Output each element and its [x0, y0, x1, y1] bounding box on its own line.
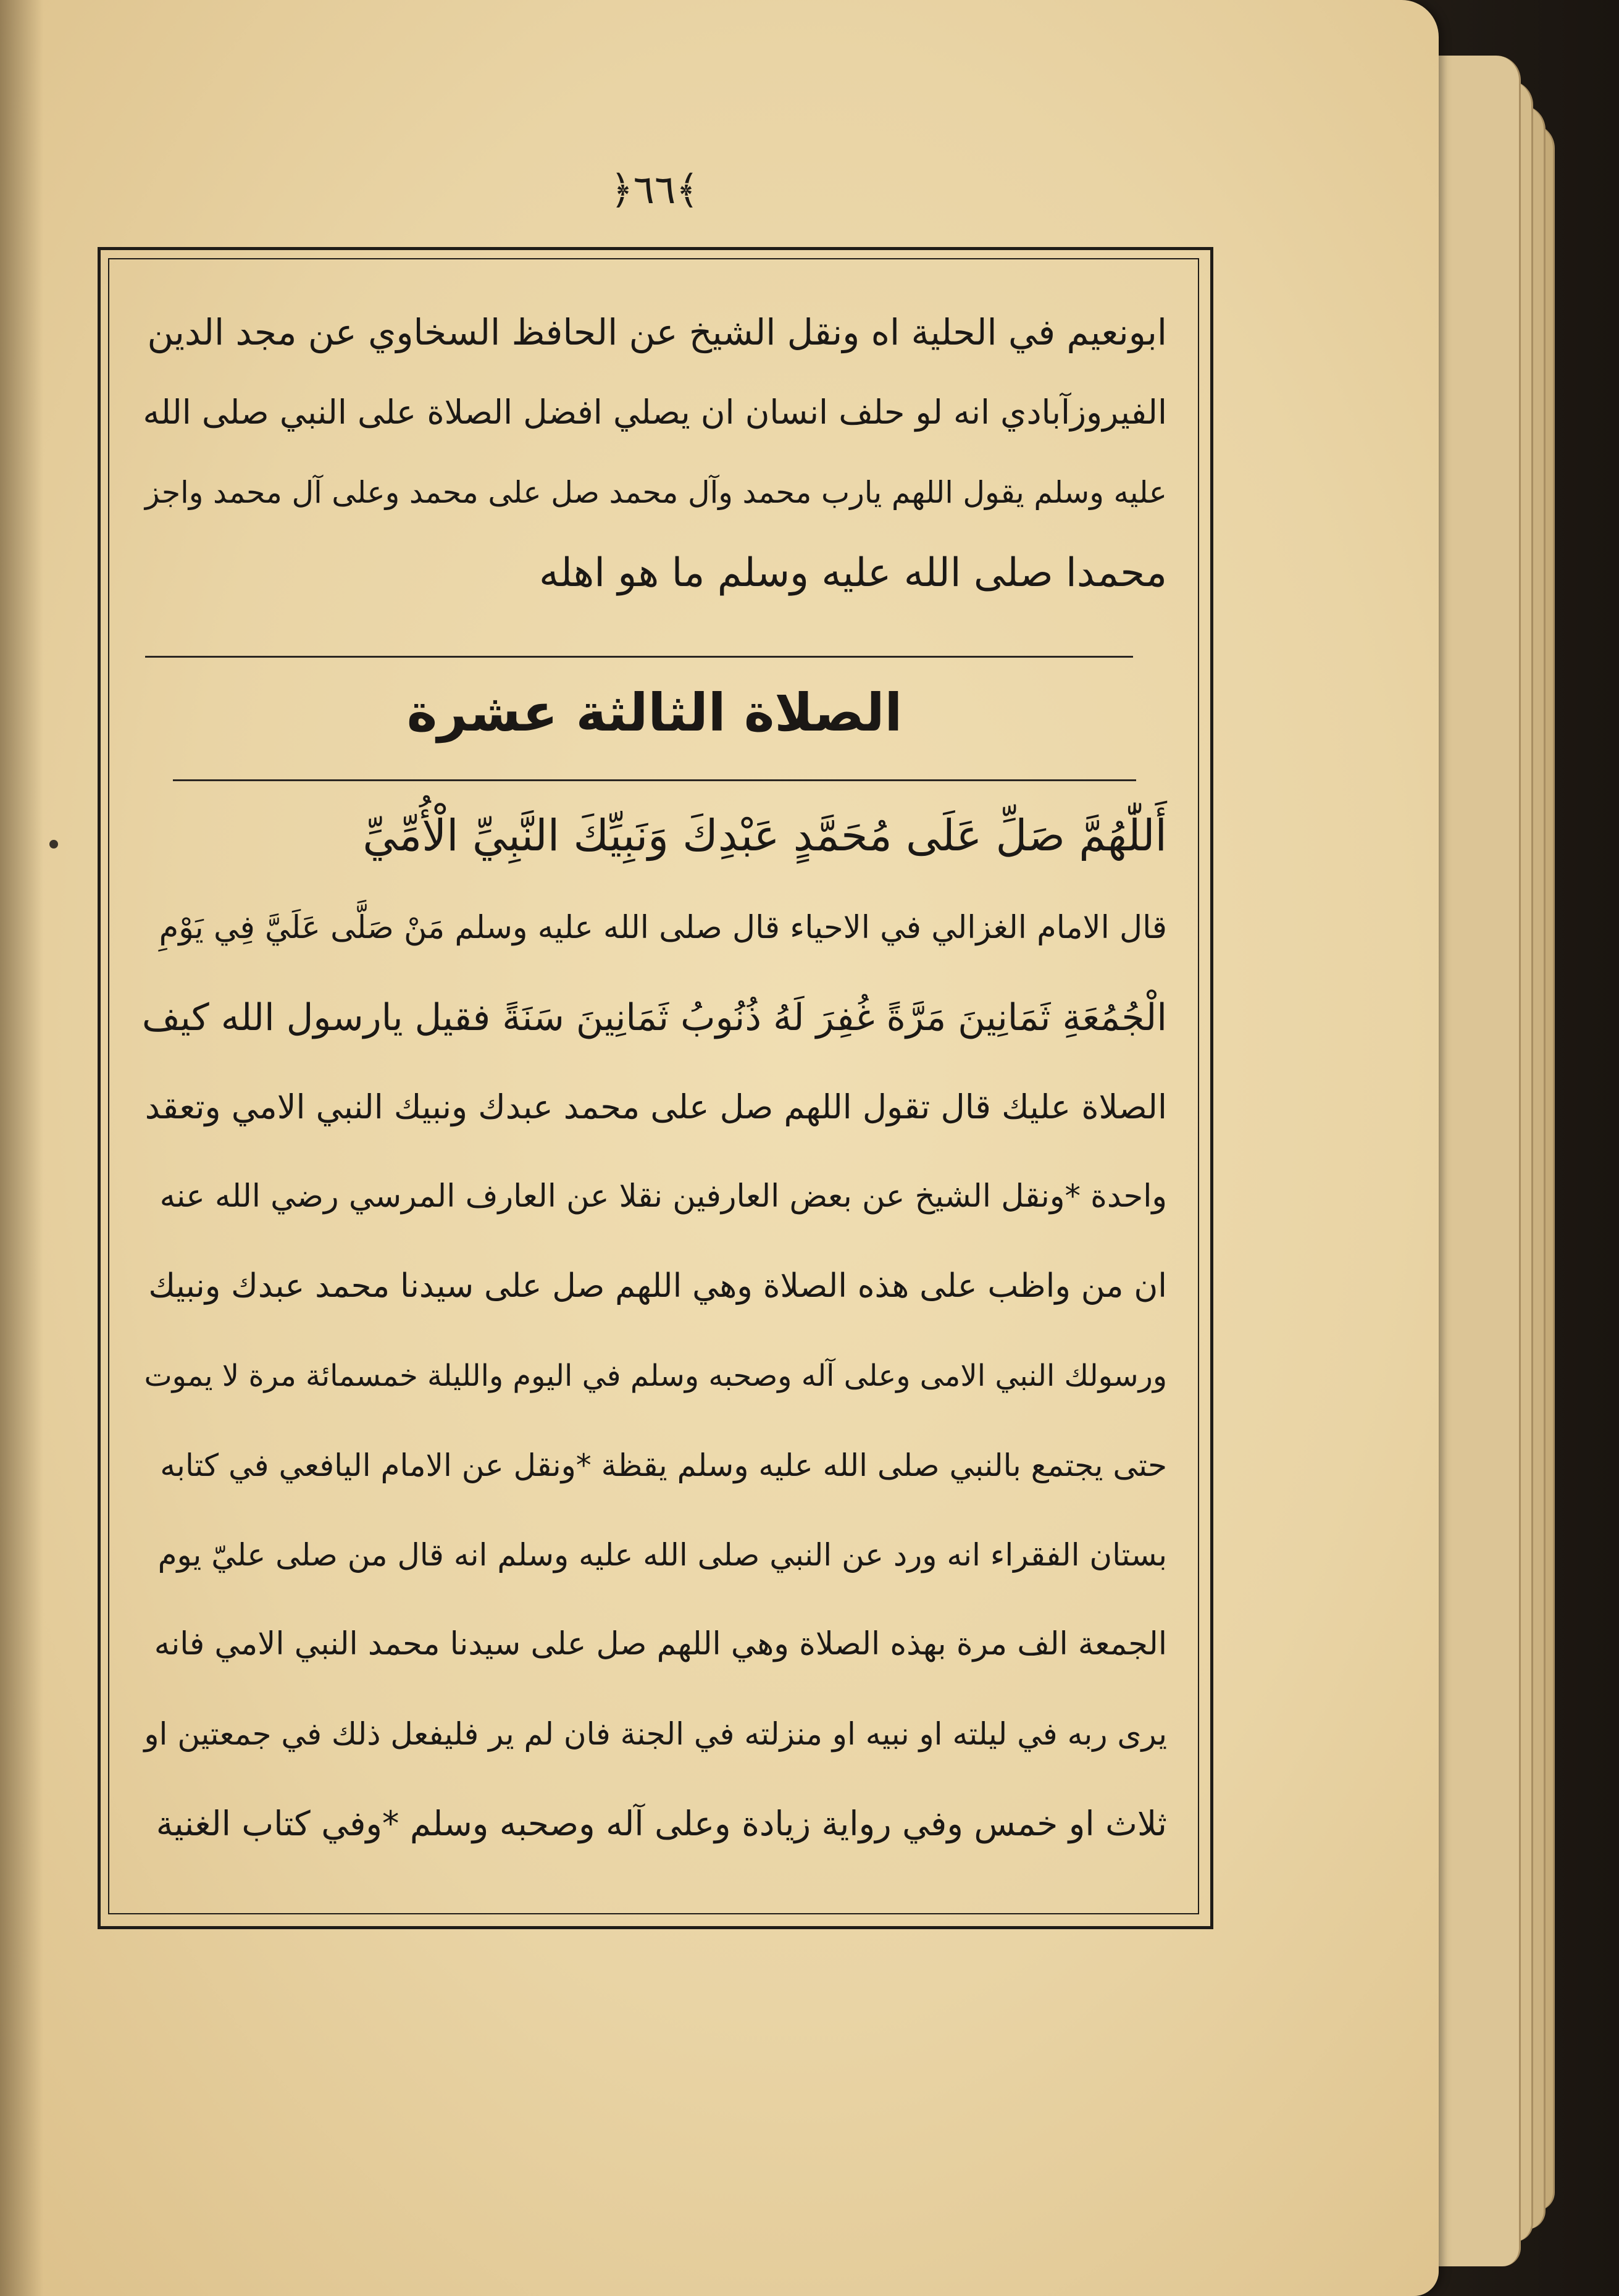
divider-rule [145, 656, 1133, 658]
text-line: الْجُمُعَةِ ثَمَانِينَ مَرَّةً غُفِرَ لَهُ ذُنُوبُ ثَمَانِينَ سَنَةً فقيل يارسول الله كيف [141, 996, 1167, 1039]
text-line: حتى يجتمع بالنبي صلى الله عليه وسلم يقظة *ونقل عن الامام اليافعي في كتابه [160, 1448, 1167, 1483]
section-heading: الصلاة الثالثة عشرة [406, 682, 903, 743]
text-line: ورسولك النبي الامى وعلى آله وصحبه وسلم في اليوم والليلة خمسمائة مرة لا يموت [144, 1359, 1167, 1393]
divider-rule [173, 779, 1136, 781]
text-line: الفيروزآبادي انه لو حلف انسان ان يصلي افضل الصلاة على النبي صلى الله [143, 393, 1167, 432]
text-line: ان من واظب على هذه الصلاة وهي اللهم صل على سيدنا محمد عبدك ونبيك [148, 1267, 1167, 1305]
text-line: بستان الفقراء انه ورد عن النبي صلى الله عليه وسلم انه قال من صلى عليّ يوم [157, 1537, 1167, 1573]
text-line: قال الامام الغزالي في الاحياء قال صلى الله عليه وسلم مَنْ صَلَّى عَلَيَّ فِي يَوْمِ [159, 910, 1167, 946]
text-line: عليه وسلم يقول اللهم يارب محمد وآل محمد صل على محمد وعلى آل محمد واجز [144, 475, 1167, 510]
text-line: يرى ربه في ليلته او نبيه او منزلته في الجنة فان لم ير فليفعل ذلك في جمعتين او [144, 1716, 1167, 1752]
text-line: ثلاث او خمس وفي رواية زيادة وعلى آله وصحبه وسلم *وفي كتاب الغنية [156, 1804, 1167, 1843]
text-line: ابونعيم في الحلية اه ونقل الشيخ عن الحافظ السخاوي عن مجد الدين [147, 311, 1167, 353]
text-line: الجمعة الف مرة بهذه الصلاة وهي اللهم صل على سيدنا محمد النبي الامي فانه [154, 1626, 1167, 1662]
prayer-text: أَللّٰهُمَّ صَلِّ عَلَى مُحَمَّدٍ عَبْدِكَ وَنَبِيِّكَ النَّبِيِّ الْأُمِّيِّ [362, 810, 1167, 861]
text-line: الصلاة عليك قال تقول اللهم صل على محمد عبدك ونبيك النبي الامي وتعقد [144, 1087, 1167, 1126]
ink-spot [49, 840, 58, 848]
text-line: واحدة *ونقل الشيخ عن بعض العارفين نقلا عن العارف المرسي رضي الله عنه [159, 1178, 1167, 1215]
page-gutter-shadow [0, 0, 43, 2296]
page-number: ﴿٦٦﴾ [610, 167, 699, 213]
text-line: محمدا صلى الله عليه وسلم ما هو اهله [539, 550, 1167, 596]
